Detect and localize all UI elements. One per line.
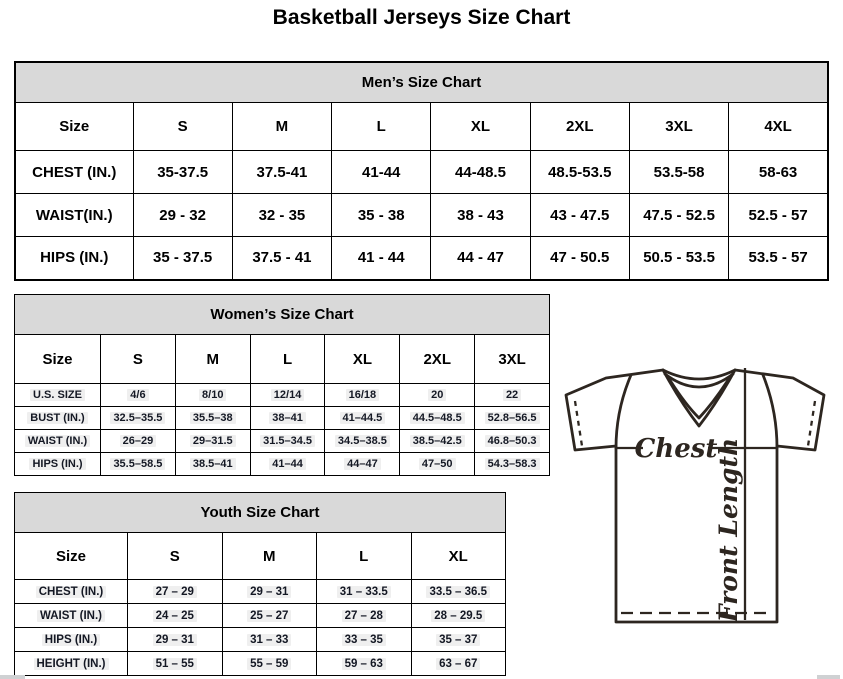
size-value-cell: 52.5 - 57 [729,194,828,237]
row-label: U.S. SIZE [15,384,101,407]
size-value-cell: 38.5–42.5 [400,430,475,453]
chest-label: Chest [634,434,718,464]
size-value-cell: 55 – 59 [222,652,317,676]
page-title: Basketball Jerseys Size Chart [272,6,571,29]
size-value-cell: 22 [475,384,550,407]
youth-row-height-in [15,652,506,676]
size-value-cell: 35 - 37.5 [133,237,232,280]
size-value-cell: 43 - 47.5 [530,194,629,237]
men-column-header-3xl: 3XL [629,103,728,151]
men-row-hips-in [15,237,828,280]
size-value-cell: 44.5–48.5 [400,407,475,430]
row-label: WAIST (IN.) [15,430,101,453]
size-value-cell: 44–47 [325,453,400,476]
size-value-cell: 34.5–38.5 [325,430,400,453]
size-value-cell: 28 – 29.5 [411,604,506,628]
jersey-right-armhole-seam [763,375,777,448]
size-value-cell: 58-63 [729,151,828,194]
row-label: BUST (IN.) [15,407,101,430]
men-row-chest-in [15,151,828,194]
women-column-header-l: L [250,335,325,384]
youth-row-hips-in [15,628,506,652]
size-value-cell: 24 – 25 [128,604,223,628]
womens-caption-row [15,295,550,335]
mens-caption: Men’s Size Chart [15,62,828,103]
size-value-cell: 20 [400,384,475,407]
size-value-cell: 37.5 - 41 [232,237,331,280]
row-label: CHEST (IN.) [15,151,133,194]
size-value-cell: 25 – 27 [222,604,317,628]
womens-header-row [15,335,550,384]
row-label: HIPS (IN.) [15,628,128,652]
row-label: HIPS (IN.) [15,453,101,476]
size-value-cell: 33.5 – 36.5 [411,580,506,604]
jersey-left-armhole-seam [616,375,631,448]
women-column-header-s: S [101,335,176,384]
size-value-cell: 12/14 [250,384,325,407]
size-value-cell: 31.5–34.5 [250,430,325,453]
women-column-header-2xl: 2XL [400,335,475,384]
womens-size-chart-table [14,294,550,476]
men-column-header-4xl: 4XL [729,103,828,151]
youth-column-header-size: Size [15,533,128,580]
size-value-cell: 29 – 31 [128,628,223,652]
size-value-cell: 51 – 55 [128,652,223,676]
youth-column-header-xl: XL [411,533,506,580]
youth-caption: Youth Size Chart [15,493,506,533]
scrollbar-fragment-left[interactable] [0,675,25,679]
men-row-waist-in [15,194,828,237]
size-value-cell: 35.5–58.5 [101,453,176,476]
front-length-label: Front Length [714,437,743,623]
youth-row-chest-in [15,580,506,604]
men-column-header-m: M [232,103,331,151]
men-column-header-size: Size [15,103,133,151]
women-row-bust-in [15,407,550,430]
size-value-cell: 35 – 37 [411,628,506,652]
mens-header-row [15,103,828,151]
size-value-cell: 32 - 35 [232,194,331,237]
women-row-waist-in [15,430,550,453]
size-value-cell: 35 - 38 [332,194,431,237]
size-value-cell: 46.8–50.3 [475,430,550,453]
jersey-diagram-svg [556,358,838,666]
youth-column-header-m: M [222,533,317,580]
row-label: CHEST (IN.) [15,580,128,604]
size-value-cell: 32.5–35.5 [101,407,176,430]
size-value-cell: 4/6 [101,384,176,407]
size-value-cell: 31 – 33 [222,628,317,652]
size-value-cell: 38 - 43 [431,194,530,237]
jersey-body [616,448,777,622]
women-column-header-xl: XL [325,335,400,384]
size-value-cell: 27 – 29 [128,580,223,604]
men-column-header-xl: XL [431,103,530,151]
jersey-right-sleeve [735,370,824,450]
women-column-header-size: Size [15,335,101,384]
jersey-collar-arc-outer [663,370,735,379]
jersey-right-cuff-stitch [808,401,815,446]
size-value-cell: 47.5 - 52.5 [629,194,728,237]
scrollbar-fragment-right[interactable] [817,675,840,679]
size-value-cell: 41 - 44 [332,237,431,280]
size-value-cell: 54.3–58.3 [475,453,550,476]
jersey-measurement-diagram [556,358,838,666]
youth-header-row [15,533,506,580]
women-row-u-s-size [15,384,550,407]
size-value-cell: 33 – 35 [317,628,412,652]
size-value-cell: 41-44 [332,151,431,194]
youth-column-header-s: S [128,533,223,580]
size-value-cell: 44 - 47 [431,237,530,280]
women-column-header-3xl: 3XL [475,335,550,384]
size-value-cell: 59 – 63 [317,652,412,676]
size-value-cell: 41–44 [250,453,325,476]
size-value-cell: 53.5 - 57 [729,237,828,280]
men-column-header-s: S [133,103,232,151]
row-label: WAIST(IN.) [15,194,133,237]
size-value-cell: 16/18 [325,384,400,407]
size-value-cell: 47–50 [400,453,475,476]
size-value-cell: 27 – 28 [317,604,412,628]
size-value-cell: 31 – 33.5 [317,580,412,604]
size-value-cell: 35-37.5 [133,151,232,194]
size-value-cell: 29 – 31 [222,580,317,604]
women-row-hips-in [15,453,550,476]
size-value-cell: 38–41 [250,407,325,430]
size-value-cell: 29 - 32 [133,194,232,237]
size-value-cell: 26–29 [101,430,176,453]
size-value-cell: 44-48.5 [431,151,530,194]
youth-caption-row [15,493,506,533]
jersey-left-cuff-stitch [575,401,582,446]
youth-row-waist-in [15,604,506,628]
size-value-cell: 29–31.5 [175,430,250,453]
men-column-header-l: L [332,103,431,151]
men-column-header-2xl: 2XL [530,103,629,151]
size-value-cell: 41–44.5 [325,407,400,430]
row-label: HEIGHT (IN.) [15,652,128,676]
mens-size-chart-table [14,61,829,281]
row-label: HIPS (IN.) [15,237,133,280]
women-column-header-m: M [175,335,250,384]
youth-column-header-l: L [317,533,412,580]
size-value-cell: 63 – 67 [411,652,506,676]
size-value-cell: 52.8–56.5 [475,407,550,430]
youth-size-chart-table [14,492,506,676]
size-value-cell: 47 - 50.5 [530,237,629,280]
size-value-cell: 35.5–38 [175,407,250,430]
size-value-cell: 8/10 [175,384,250,407]
mens-caption-row [15,62,828,103]
row-label: WAIST (IN.) [15,604,128,628]
size-value-cell: 48.5-53.5 [530,151,629,194]
size-value-cell: 38.5–41 [175,453,250,476]
size-value-cell: 50.5 - 53.5 [629,237,728,280]
womens-caption: Women’s Size Chart [15,295,550,335]
size-value-cell: 37.5-41 [232,151,331,194]
size-value-cell: 53.5-58 [629,151,728,194]
